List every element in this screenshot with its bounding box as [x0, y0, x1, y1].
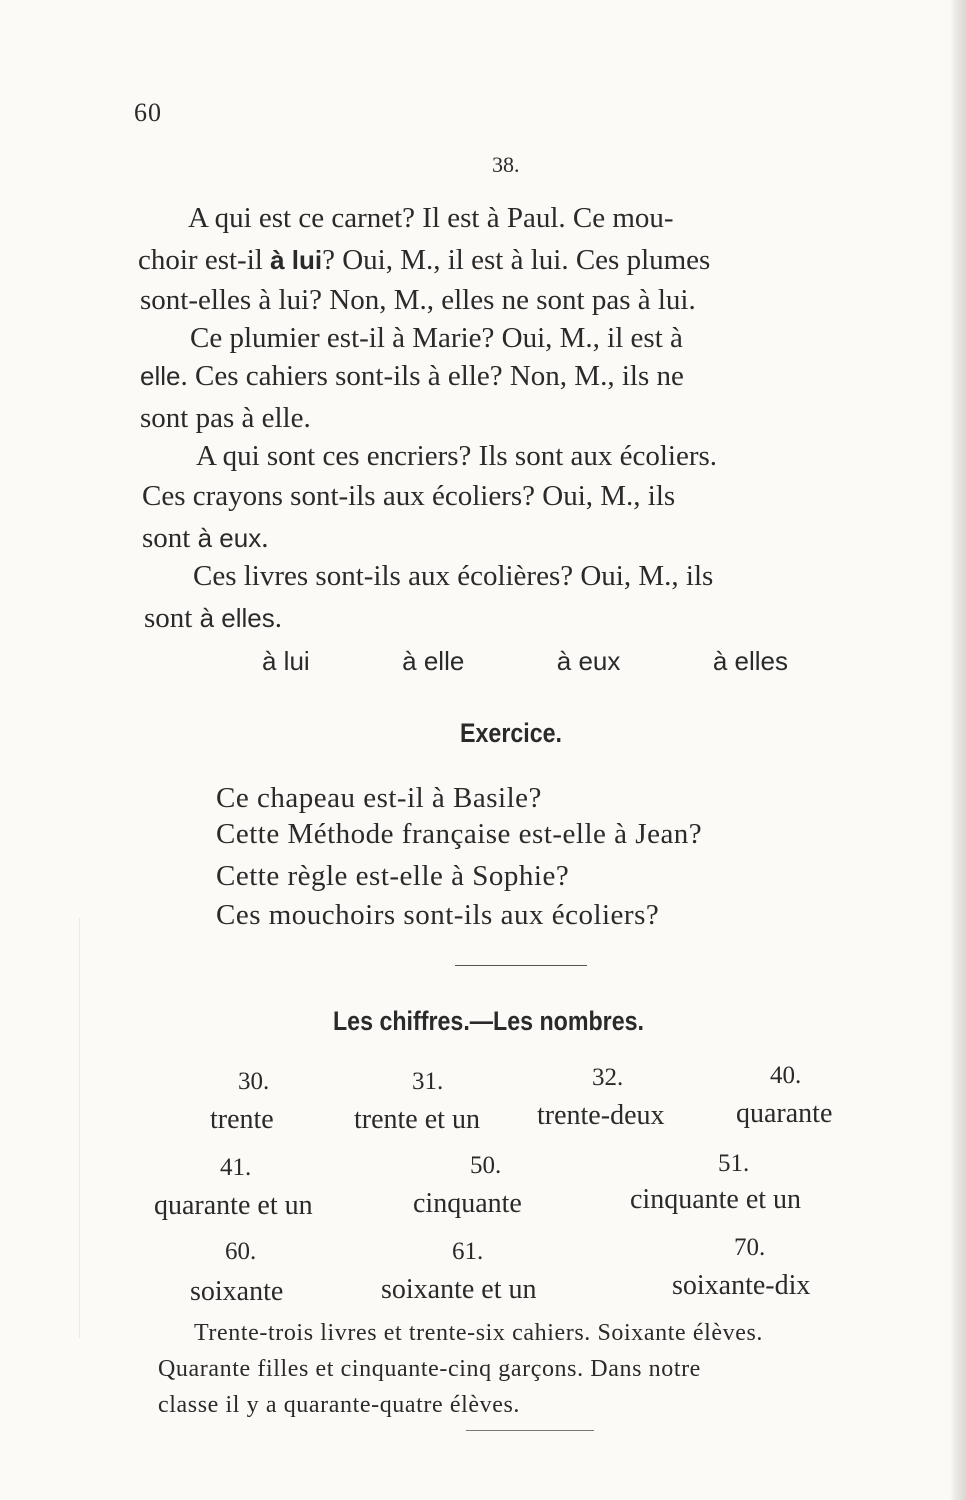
- line-text: sont pas à elle.: [140, 402, 311, 434]
- number-digit: 32.: [592, 1064, 624, 1091]
- line-text: Ces livres sont-ils aux écolières? Oui, M., ils: [193, 560, 714, 592]
- summary-line: Trente-trois livres et trente-six cahiers. Soixante élèves.: [194, 1320, 764, 1346]
- dialogue-line: [188, 200, 878, 236]
- line-text: choir est-il: [138, 244, 271, 276]
- line-text: .: [261, 522, 269, 554]
- number-word: soixante-dix: [672, 1270, 811, 1301]
- number-digit: 31.: [412, 1068, 444, 1095]
- dialogue-line: [140, 400, 880, 436]
- dialogue-line: [142, 520, 882, 556]
- exercise-question: Cette règle est-elle à Sophie?: [216, 860, 570, 892]
- pronoun-item: à eux: [556, 646, 621, 676]
- pronoun-emphasis: à lui: [270, 245, 323, 275]
- line-text: A qui sont ces encriers? Ils sont aux écoliers.: [196, 440, 718, 472]
- number-digit: 70.: [734, 1234, 766, 1261]
- numbers-heading: Les chiffres.—Les nombres.: [333, 1006, 644, 1036]
- summary-line: classe il y a quarante-quatre élèves.: [158, 1392, 521, 1418]
- section-divider: [455, 965, 587, 966]
- bottom-divider: [466, 1430, 594, 1431]
- line-text: . Ces cahiers sont-ils à elle? Non, M., ils ne: [180, 360, 684, 392]
- dialogue-line: [193, 558, 883, 594]
- line-text: sont-elles à lui? Non, M., elles ne sont pas à lui.: [140, 284, 696, 316]
- summary-line: Quarante filles et cinquante-cinq garçons. Dans notre: [158, 1356, 701, 1382]
- dialogue-line: [196, 438, 886, 474]
- number-word: trente: [210, 1104, 274, 1135]
- line-text: Ce plumier est-il à Marie? Oui, M., il est à: [190, 322, 683, 354]
- number-digit: 30.: [238, 1068, 270, 1095]
- exercise-heading: Exercice.: [460, 718, 563, 748]
- dialogue-line: [142, 478, 882, 514]
- number-word: trente et un: [354, 1104, 480, 1135]
- line-text: Ces crayons sont-ils aux écoliers? Oui, M., ils: [142, 480, 676, 512]
- number-digit: 50.: [470, 1152, 502, 1179]
- dialogue-line: [138, 242, 878, 278]
- dialogue-line: [190, 320, 880, 356]
- pronoun-item: à elles: [712, 646, 788, 676]
- number-word: cinquante et un: [630, 1184, 802, 1215]
- exercise-question: Ces mouchoirs sont-ils aux écoliers?: [216, 899, 660, 931]
- number-word: cinquante: [413, 1188, 522, 1219]
- number-word: soixante et un: [381, 1274, 537, 1305]
- pronoun-list: [262, 646, 788, 677]
- number-word: quarante et un: [154, 1190, 313, 1221]
- number-digit: 61.: [452, 1238, 484, 1265]
- number-word: quarante: [736, 1098, 833, 1129]
- page-number: 60: [134, 98, 162, 127]
- line-text: ? Oui, M., il est à lui. Ces plumes: [322, 244, 711, 276]
- pronoun-emphasis: à elles: [199, 603, 275, 633]
- line-text: sont: [144, 602, 200, 634]
- bleed-through-box: [0, 918, 80, 1338]
- pronoun-emphasis: elle: [140, 361, 181, 391]
- exercise-question: Cette Méthode française est-elle à Jean?: [216, 818, 703, 850]
- dialogue-line: [140, 282, 880, 318]
- page-edge: [950, 0, 966, 1500]
- line-text: A qui est ce carnet? Il est à Paul. Ce mou-: [188, 202, 674, 234]
- number-digit: 40.: [770, 1062, 802, 1089]
- pronoun-item: à lui: [262, 646, 310, 676]
- number-word: trente-deux: [537, 1100, 665, 1131]
- number-word: soixante: [190, 1276, 284, 1307]
- section-number: 38.: [492, 152, 520, 177]
- number-digit: 41.: [220, 1154, 252, 1181]
- pronoun-emphasis: à eux: [197, 523, 262, 553]
- pronoun-item: à elle: [402, 646, 465, 676]
- number-digit: 51.: [718, 1150, 750, 1177]
- dialogue-line: [140, 358, 880, 394]
- exercise-question: Ce chapeau est-il à Basile?: [216, 782, 542, 814]
- line-text: sont: [142, 522, 198, 554]
- dialogue-line: [144, 600, 884, 636]
- line-text: .: [274, 602, 282, 634]
- number-digit: 60.: [225, 1238, 257, 1265]
